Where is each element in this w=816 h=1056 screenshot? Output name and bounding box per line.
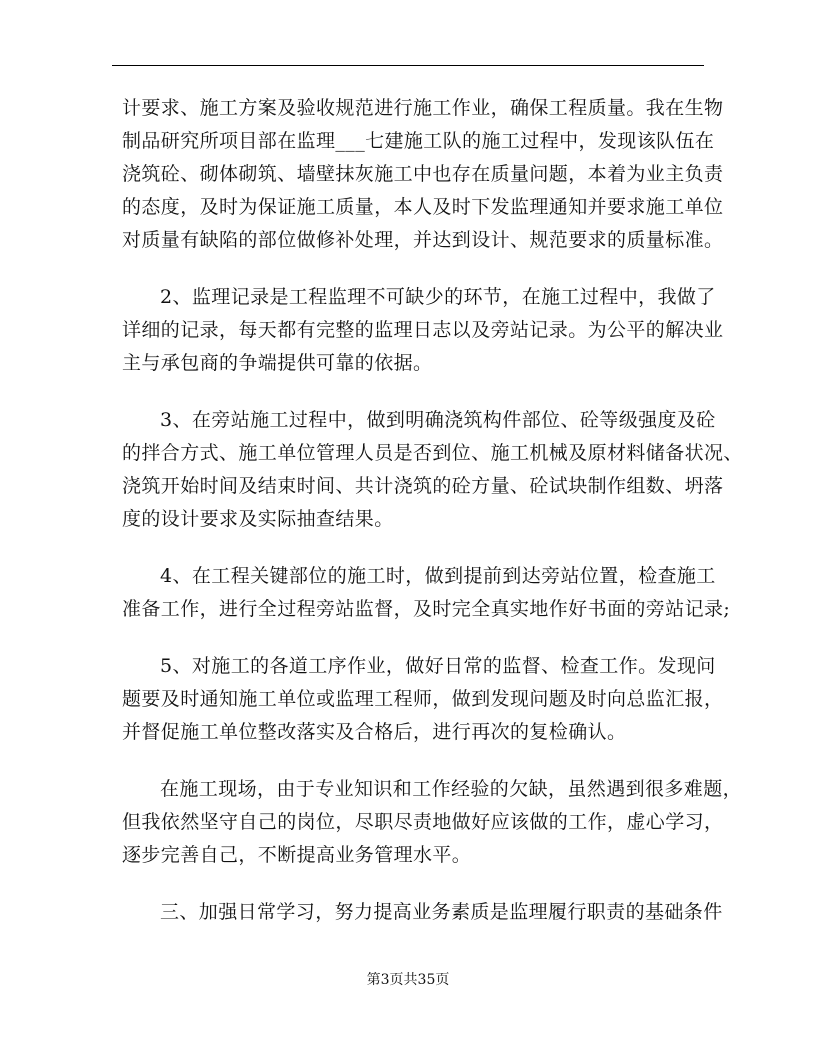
text-line: 的拌合方式、施工单位管理人员是否到位、施工机械及原材料储备状况、	[122, 442, 743, 464]
text-line: 详细的记录，每天都有完整的监理日志以及旁站记录。为公平的解决业	[122, 319, 724, 341]
text-line: 5、对施工的各道工序作业，做好日常的监督、检查工作。发现问	[160, 655, 716, 677]
text-line: 在施工现场，由于专业知识和工作经验的欠缺，虽然遇到很多难题，	[160, 778, 743, 800]
text-line: 计要求、施工方案及验收规范进行施工作业，确保工程质量。我在生物	[122, 97, 724, 119]
paragraph	[122, 896, 723, 929]
body-text	[122, 92, 743, 953]
text-line: 4、在工程关键部位的施工时，做到提前到达旁站位置，检查施工	[160, 565, 716, 587]
paragraph	[122, 281, 724, 380]
text-line: 浇筑砼、砌体砌筑、墙壁抹灰施工中也存在质量问题，本着为业主负责	[122, 163, 724, 185]
header-rule	[112, 65, 704, 66]
text-line: 制品研究所项目部在监理___七建施工队的施工过程中，发现该队伍在	[122, 130, 715, 152]
text-line: 并督促施工单位整改落实及合格后，进行再次的复检确认。	[122, 721, 627, 743]
paragraph	[122, 92, 724, 257]
text-line: 逐步完善自己，不断提高业务管理水平。	[122, 844, 472, 866]
text-line: 度的设计要求及实际抽查结果。	[122, 508, 394, 530]
paragraph	[122, 773, 743, 872]
paragraph	[122, 650, 724, 749]
text-line: 三、加强日常学习，努力提高业务素质是监理履行职责的基础条件	[160, 901, 723, 923]
text-line: 的态度，及时为保证施工质量，本人及时下发监理通知并要求施工单位	[122, 196, 724, 218]
text-line: 题要及时通知施工单位或监理工程师，做到发现问题及时向总监汇报，	[122, 688, 724, 710]
text-line: 对质量有缺陷的部位做修补处理，并达到设计、规范要求的质量标准。	[122, 229, 724, 251]
text-line: 准备工作，进行全过程旁站监督，及时完全真实地作好书面的旁站记录;	[122, 598, 731, 620]
text-line: 2、监理记录是工程监理不可缺少的环节，在施工过程中，我做了	[160, 286, 716, 308]
text-line: 浇筑开始时间及结束时间、共计浇筑的砼方量、砼试块制作组数、坍落	[122, 475, 724, 497]
text-line: 但我依然坚守自己的岗位，尽职尽责地做好应该做的工作，虚心学习，	[122, 811, 724, 833]
text-line: 3、在旁站施工过程中，做到明确浇筑构件部位、砼等级强度及砼	[160, 409, 716, 431]
text-line: 主与承包商的争端提供可靠的依据。	[122, 352, 433, 374]
page-number-footer: 第3页共35页	[366, 972, 450, 988]
paragraph	[122, 404, 743, 536]
paragraph	[122, 560, 731, 626]
